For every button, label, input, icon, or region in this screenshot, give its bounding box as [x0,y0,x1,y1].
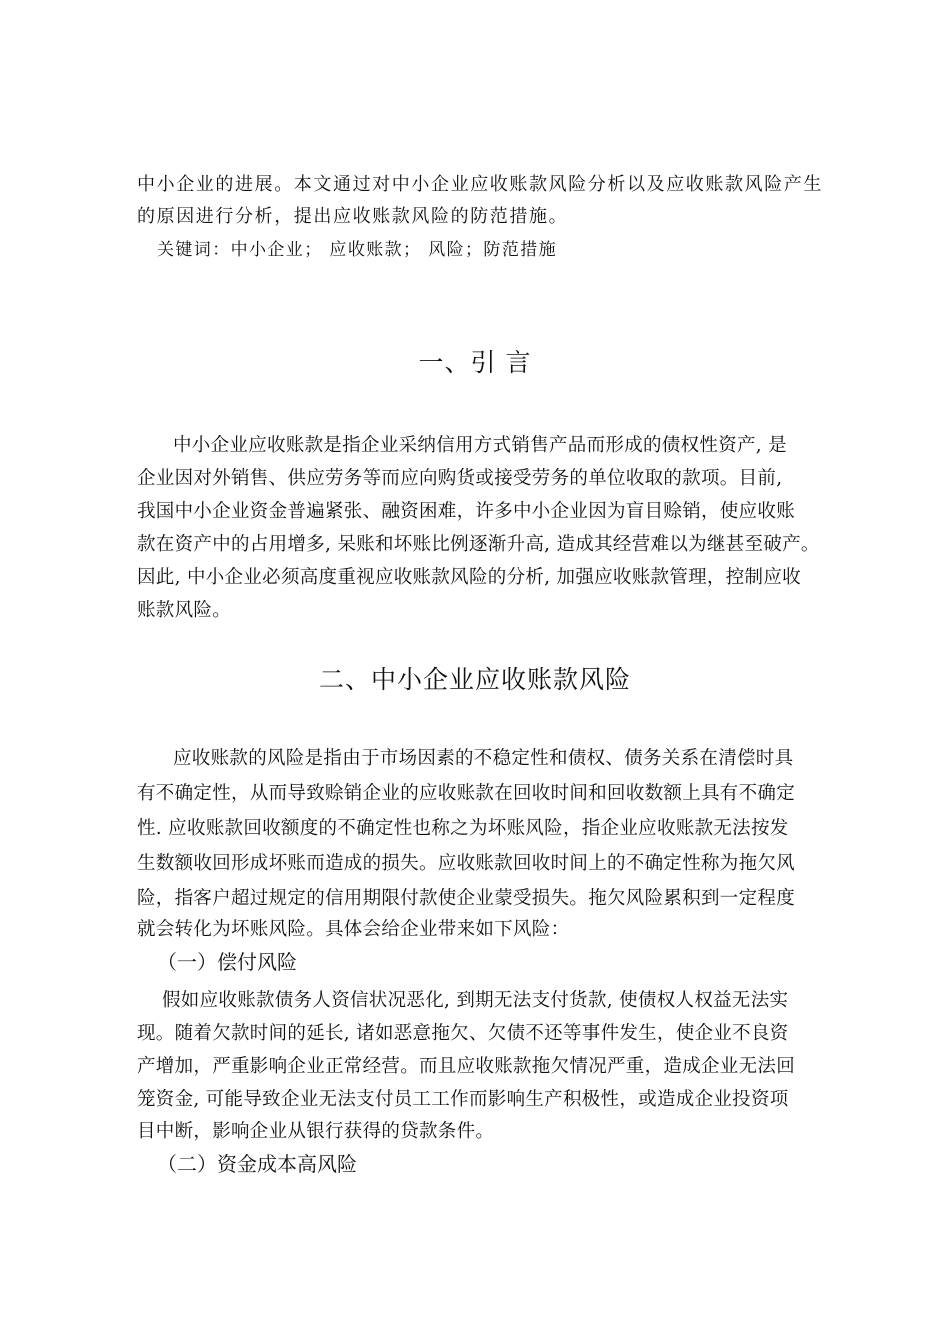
paragraph-line: 性. 应收账款回收额度的不确定性也称之为坏账风险，指企业应收账款无法按发 [137,818,789,839]
paragraph-line: 中小企业应收账款是指企业采纳信用方式销售产品而形成的债权性资产, 是 [173,435,787,456]
keywords-label: 关键词： [157,240,231,260]
paragraph-line: 险，指客户超过规定的信用期限付款使企业蒙受损失。拖欠风险累积到一定程度 [137,888,796,909]
abstract-line: 中小企业的进展。本文通过对中小企业应收账款风险分析以及应收账款风险产生 [137,174,823,195]
paragraph-line: 应收账款的风险是指由于市场因素的不稳定性和债权、债务关系在清偿时具 [173,748,794,769]
paragraph-line: 账款风险。 [137,600,232,621]
paragraph-line: 目中断，影响企业从银行获得的贷款条件。 [137,1121,495,1142]
paragraph-line: 款在资产中的占用增多, 呆账和坏账比例逐渐升高, 造成其经营难以为继甚至破产。 [137,534,820,555]
paragraph-line: 就会转化为坏账风险。具体会给企业带来如下风险： [137,919,570,940]
paragraph-line: 现。随着欠款时间的延长, 诸如恶意拖欠、欠债不还等事件发生，使企业不良资 [137,1023,789,1044]
section-heading: 二、中小企业应收账款风险 [318,665,631,694]
paragraph-line: 有不确定性，从而导致赊销企业的应收账款在回收时间和回收数额上具有不确定 [137,783,796,804]
paragraph-line: 企业因对外销售、供应劳务等而应向购货或接受劳务的单位收取的款项。目前, [137,468,783,489]
paragraph-line: 因此, 中小企业必须高度重视应收账款风险的分析, 加强应收账款管理，控制应收 [137,567,801,588]
subsection-heading: （二）资金成本高风险 [157,1152,357,1176]
keywords-text: 中小企业； 应收账款； 风险；防范措施 [230,240,558,260]
paragraph-line: 笼资金, 可能导致企业无法支付员工工作而影响生产积极性，或造成企业投资项 [137,1089,789,1110]
paragraph-line: 我国中小企业资金普遍紧张、融资困难，许多中小企业因为盲目赊销，使应收账 [137,501,796,522]
paragraph-line: 假如应收账款债务人资信状况恶化, 到期无法支付货款, 使债权人权益无法实 [162,990,789,1011]
paragraph-line: 生数额收回形成坏账而造成的损失。应收账款回收时间上的不确定性称为拖欠风 [137,853,796,874]
keywords [157,235,557,260]
abstract-line: 的原因进行分析，提出应收账款风险的防范措施。 [137,206,569,227]
subsection-heading: （一）偿付风险 [157,950,297,974]
section-heading: 一、引 言 [418,348,532,377]
paragraph-line: 产增加，严重影响企业正常经营。而且应收账款拖欠情况严重，造成企业无法回 [137,1056,796,1077]
